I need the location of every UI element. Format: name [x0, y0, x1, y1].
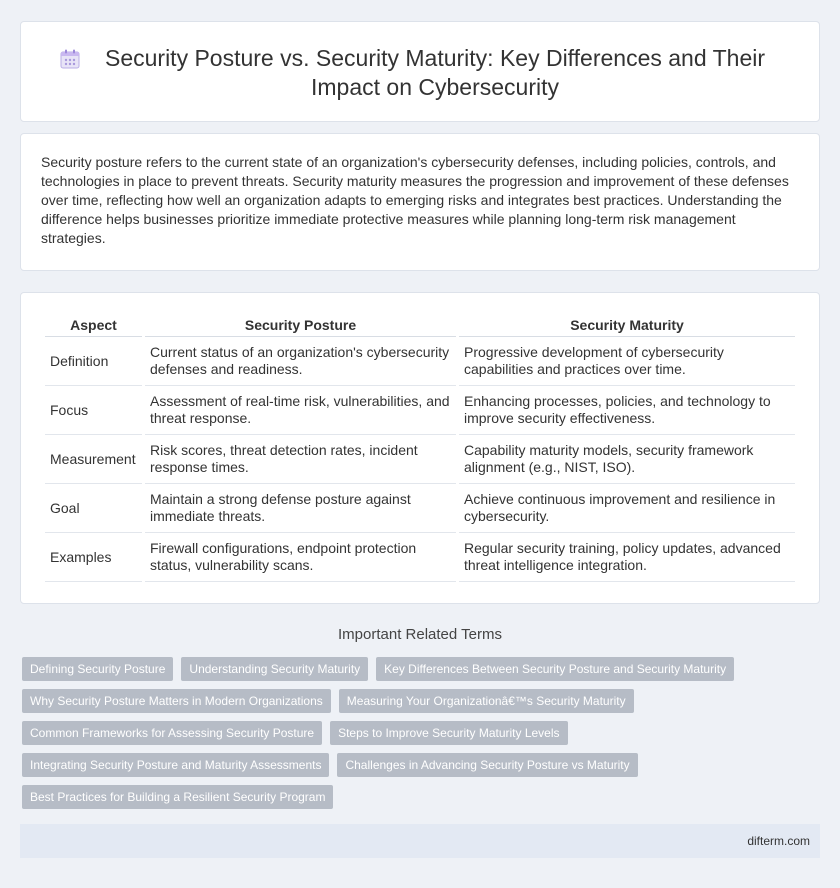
- related-term-tag[interactable]: Challenges in Advancing Security Posture vs Maturity: [337, 753, 637, 777]
- cell-posture: Assessment of real-time risk, vulnerabilities, and threat response.: [145, 386, 456, 435]
- table-row: [45, 435, 795, 484]
- title-card: [20, 21, 820, 122]
- calendar-icon: [59, 48, 81, 70]
- cell-posture: Firewall configurations, endpoint protection status, vulnerability scans.: [145, 533, 456, 582]
- cell-posture: Risk scores, threat detection rates, incident response times.: [145, 435, 456, 484]
- related-term-tag[interactable]: Steps to Improve Security Maturity Levels: [330, 721, 567, 745]
- cell-aspect: Goal: [45, 484, 142, 533]
- title-wrap: [21, 44, 819, 102]
- cell-maturity: Regular security training, policy updates, advanced threat intelligence integration.: [459, 533, 795, 582]
- related-term-tag[interactable]: Best Practices for Building a Resilient Security Program: [22, 785, 333, 809]
- cell-maturity: Capability maturity models, security framework alignment (e.g., NIST, ISO).: [459, 435, 795, 484]
- cell-aspect: Focus: [45, 386, 142, 435]
- intro-paragraph: Security posture refers to the current state of an organization's cybersecurity defenses, including policies, controls, and technologies in place to prevent threats. Security maturity measures the progression and improvement of these defenses over time, reflecting how well an organization adapts to emerging risks and integrates best practices. Understanding the difference helps businesses prioritize immediate protective measures while planning long-term risk management strategies.: [41, 154, 789, 246]
- related-terms-heading: Important Related Terms: [338, 626, 502, 643]
- page-title: Security Posture vs. Security Maturity: Key Differences and Their Impact on Cybersecurity: [104, 45, 766, 100]
- cell-maturity: Achieve continuous improvement and resilience in cybersecurity.: [459, 484, 795, 533]
- footer: [20, 824, 820, 858]
- table-header-row: [45, 309, 795, 337]
- intro-card: [20, 133, 820, 271]
- cell-posture: Current status of an organization's cybersecurity defenses and readiness.: [145, 337, 456, 386]
- cell-aspect: Definition: [45, 337, 142, 386]
- related-term-tag[interactable]: Common Frameworks for Assessing Security Posture: [22, 721, 322, 745]
- header-aspect: Aspect: [45, 309, 142, 337]
- table-row: [45, 386, 795, 435]
- table-row: [45, 337, 795, 386]
- header-security-maturity: Security Maturity: [459, 309, 795, 337]
- table-row: [45, 484, 795, 533]
- cell-maturity: Progressive development of cybersecurity capabilities and practices over time.: [459, 337, 795, 386]
- related-term-tag[interactable]: Understanding Security Maturity: [181, 657, 368, 681]
- related-term-tag[interactable]: Measuring Your Organizationâ€™s Security Maturity: [339, 689, 634, 713]
- cell-aspect: Measurement: [45, 435, 142, 484]
- cell-maturity: Enhancing processes, policies, and technology to improve security effectiveness.: [459, 386, 795, 435]
- related-term-tag[interactable]: Integrating Security Posture and Maturity Assessments: [22, 753, 329, 777]
- comparison-table: [42, 309, 798, 582]
- table-row: [45, 533, 795, 582]
- related-term-tag[interactable]: Key Differences Between Security Posture and Security Maturity: [376, 657, 734, 681]
- comparison-table-card: [20, 292, 820, 604]
- cell-posture: Maintain a strong defense posture against immediate threats.: [145, 484, 456, 533]
- cell-aspect: Examples: [45, 533, 142, 582]
- related-term-tag[interactable]: Defining Security Posture: [22, 657, 173, 681]
- footer-site-name[interactable]: difterm.com: [747, 834, 810, 848]
- related-term-tag[interactable]: Why Security Posture Matters in Modern Organizations: [22, 689, 331, 713]
- header-security-posture: Security Posture: [145, 309, 456, 337]
- related-terms-list: [22, 657, 802, 817]
